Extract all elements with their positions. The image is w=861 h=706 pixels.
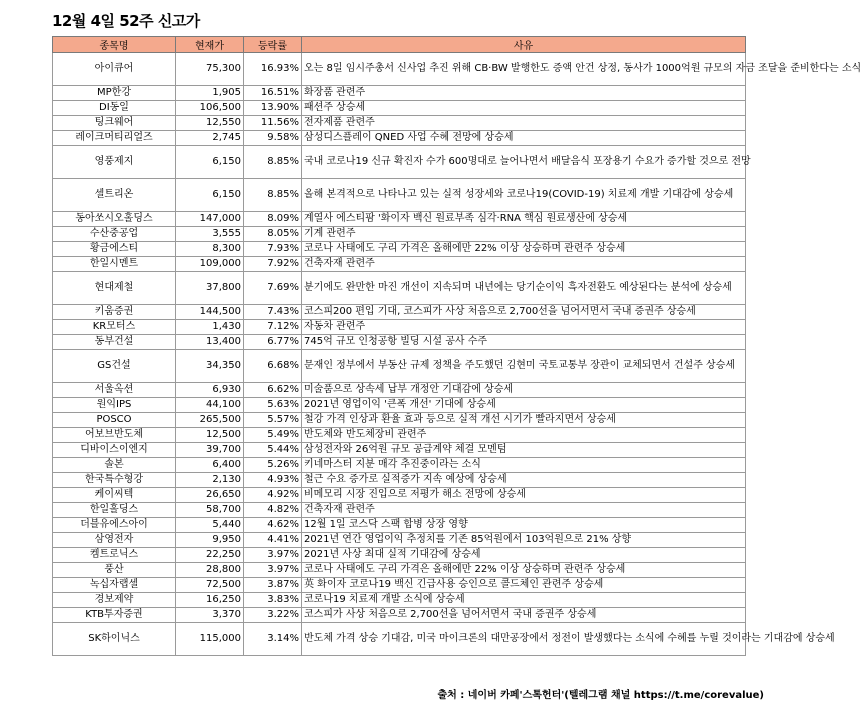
reason-cell: 계열사 에스티팜 '화이자 백신 원료부족 심각·RNA 핵심 원료생산에 상승세	[302, 212, 746, 227]
stock-name-cell: DI동일	[53, 101, 176, 116]
price-cell: 6,400	[176, 458, 244, 473]
table-body	[53, 53, 861, 656]
stock-name-cell: KTB투자증권	[53, 608, 176, 623]
stock-name-cell: 녹십자랩셀	[53, 578, 176, 593]
price-cell: 3,555	[176, 227, 244, 242]
change-rate-cell: 11.56%	[244, 116, 302, 131]
stock-name-cell: 서울옥션	[53, 383, 176, 398]
stock-name-cell: 현대제철	[53, 272, 176, 305]
table-row	[53, 335, 746, 350]
reason-cell: 패션주 상승세	[302, 101, 746, 116]
stock-name-cell: 원익IPS	[53, 398, 176, 413]
change-rate-cell: 4.82%	[244, 503, 302, 518]
table-row	[53, 227, 746, 242]
stock-name-cell: 영풍제지	[53, 146, 176, 179]
change-rate-cell: 4.62%	[244, 518, 302, 533]
header-change-rate: 등락률	[244, 37, 302, 53]
table-row	[53, 383, 746, 398]
price-cell: 115,000	[176, 623, 244, 656]
table-row	[53, 503, 746, 518]
table-row	[53, 563, 746, 578]
reason-cell: 자동차 관련주	[302, 320, 746, 335]
reason-cell: 화장품 관련주	[302, 86, 746, 101]
reason-cell: 국내 코로나19 신규 확진자 수가 600명대로 늘어나면서 배달음식 포장용기 수요가 증가할 것으로 전망	[302, 146, 746, 179]
change-rate-cell: 7.43%	[244, 305, 302, 320]
stock-name-cell: POSCO	[53, 413, 176, 428]
reason-cell: 키네마스터 지분 매각 추진중이라는 소식	[302, 458, 746, 473]
change-rate-cell: 4.93%	[244, 473, 302, 488]
table-header-row	[53, 37, 746, 53]
source-note: 출처 : 네이버 카페'스톡헌터'(텔레그램 채널 https://t.me/corevalue)	[437, 690, 764, 701]
stock-name-cell: 더블유에스아이	[53, 518, 176, 533]
reason-cell: 삼성전자와 26억원 규모 공급계약 체결 모멘텀	[302, 443, 746, 458]
table-row	[53, 623, 746, 656]
header-stock-name: 종목명	[53, 37, 176, 53]
reason-cell: 반도체와 반도체장비 관련주	[302, 428, 746, 443]
header-price: 현재가	[176, 37, 244, 53]
reason-cell: 英 화이자 코로나19 백신 긴급사용 승인으로 콜드체인 관련주 상승세	[302, 578, 746, 593]
change-rate-cell: 4.41%	[244, 533, 302, 548]
change-rate-cell: 3.22%	[244, 608, 302, 623]
stock-name-cell: 삼영전자	[53, 533, 176, 548]
table-row	[53, 131, 746, 146]
price-cell: 12,550	[176, 116, 244, 131]
table-row	[53, 53, 746, 86]
change-rate-cell: 5.63%	[244, 398, 302, 413]
price-cell: 75,300	[176, 53, 244, 86]
change-rate-cell: 3.87%	[244, 578, 302, 593]
table-row	[53, 350, 746, 383]
price-cell: 6,150	[176, 179, 244, 212]
reason-cell: 철강 가격 인상과 환율 효과 등으로 실적 개선 시기가 빨라지면서 상승세	[302, 413, 746, 428]
table-row	[53, 533, 746, 548]
table-row	[53, 518, 746, 533]
stock-name-cell: MP한강	[53, 86, 176, 101]
stock-name-cell: 팅크웨어	[53, 116, 176, 131]
table-row	[53, 305, 746, 320]
price-cell: 58,700	[176, 503, 244, 518]
change-rate-cell: 7.12%	[244, 320, 302, 335]
table-row	[53, 428, 746, 443]
change-rate-cell: 6.77%	[244, 335, 302, 350]
stock-name-cell: 풍산	[53, 563, 176, 578]
table-row	[53, 443, 746, 458]
change-rate-cell: 5.44%	[244, 443, 302, 458]
table-row	[53, 548, 746, 563]
price-cell: 28,800	[176, 563, 244, 578]
price-cell: 5,440	[176, 518, 244, 533]
table-row	[53, 116, 746, 131]
reason-cell: 코로나19 치료제 개발 소식에 상승세	[302, 593, 746, 608]
change-rate-cell: 8.05%	[244, 227, 302, 242]
change-rate-cell: 5.49%	[244, 428, 302, 443]
page-title: 12월 4일 52주 신고가	[52, 12, 200, 30]
table-row	[53, 578, 746, 593]
table-row	[53, 101, 746, 116]
change-rate-cell: 8.09%	[244, 212, 302, 227]
reason-cell: 분기에도 완만한 마진 개선이 지속되며 내년에는 당기순이익 흑자전환도 예상된다는 분석에 상승세	[302, 272, 746, 305]
stock-name-cell: 한국특수형강	[53, 473, 176, 488]
change-rate-cell: 16.93%	[244, 53, 302, 86]
stock-name-cell: 한일홀딩스	[53, 503, 176, 518]
reason-cell: 12월 1일 코스닥 스팩 합병 상장 영향	[302, 518, 746, 533]
stock-name-cell: 키움증권	[53, 305, 176, 320]
reason-cell: 올해 본격적으로 나타나고 있는 실적 성장세와 코로나19(COVID-19) 치료제 개발 기대감에 상승세	[302, 179, 746, 212]
change-rate-cell: 13.90%	[244, 101, 302, 116]
price-cell: 12,500	[176, 428, 244, 443]
change-rate-cell: 7.69%	[244, 272, 302, 305]
stock-name-cell: GS건설	[53, 350, 176, 383]
reason-cell: 삼성디스플레이 QNED 사업 수혜 전망에 상승세	[302, 131, 746, 146]
change-rate-cell: 3.14%	[244, 623, 302, 656]
table-row	[53, 257, 746, 272]
price-cell: 144,500	[176, 305, 244, 320]
reason-cell: 전자제품 관련주	[302, 116, 746, 131]
table-row	[53, 413, 746, 428]
table-row	[53, 608, 746, 623]
price-cell: 2,745	[176, 131, 244, 146]
change-rate-cell: 9.58%	[244, 131, 302, 146]
change-rate-cell: 3.83%	[244, 593, 302, 608]
change-rate-cell: 4.92%	[244, 488, 302, 503]
reason-cell: 오는 8일 임시주총서 신사업 추진 위해 CB·BW 발행한도 증액 안건 상정, 동사가 1000억원 규모의 자금 조달을 준비한다는 소식	[302, 53, 746, 86]
price-cell: 37,800	[176, 272, 244, 305]
table-row	[53, 398, 746, 413]
table-row	[53, 272, 746, 305]
stock-name-cell: 켐트로닉스	[53, 548, 176, 563]
price-cell: 9,950	[176, 533, 244, 548]
change-rate-cell: 7.92%	[244, 257, 302, 272]
stock-name-cell: 케이씨텍	[53, 488, 176, 503]
reason-cell: 기계 관련주	[302, 227, 746, 242]
reason-cell: 미술품으로 상속세 납부 개정안 기대감에 상승세	[302, 383, 746, 398]
table-row	[53, 212, 746, 227]
stock-name-cell: 솔본	[53, 458, 176, 473]
table-row	[53, 458, 746, 473]
stock-table	[52, 36, 861, 656]
price-cell: 2,130	[176, 473, 244, 488]
change-rate-cell: 5.57%	[244, 413, 302, 428]
reason-cell: 2021년 사상 최대 실적 기대감에 상승세	[302, 548, 746, 563]
price-cell: 34,350	[176, 350, 244, 383]
price-cell: 3,370	[176, 608, 244, 623]
price-cell: 26,650	[176, 488, 244, 503]
price-cell: 6,930	[176, 383, 244, 398]
stock-name-cell: KR모터스	[53, 320, 176, 335]
stock-name-cell: 경보제약	[53, 593, 176, 608]
price-cell: 147,000	[176, 212, 244, 227]
price-cell: 106,500	[176, 101, 244, 116]
price-cell: 39,700	[176, 443, 244, 458]
change-rate-cell: 8.85%	[244, 146, 302, 179]
price-cell: 6,150	[176, 146, 244, 179]
change-rate-cell: 16.51%	[244, 86, 302, 101]
price-cell: 16,250	[176, 593, 244, 608]
table-row	[53, 320, 746, 335]
stock-name-cell: 동부건설	[53, 335, 176, 350]
price-cell: 44,100	[176, 398, 244, 413]
reason-cell: 비메모리 시장 진입으로 저평가 해소 전망에 상승세	[302, 488, 746, 503]
price-cell: 22,250	[176, 548, 244, 563]
stock-name-cell: 황금에스티	[53, 242, 176, 257]
change-rate-cell: 8.85%	[244, 179, 302, 212]
price-cell: 265,500	[176, 413, 244, 428]
reason-cell: 문재인 정부에서 부동산 규제 정책을 주도했던 김현미 국토교통부 장관이 교체되면서 건설주 상승세	[302, 350, 746, 383]
stock-name-cell: 동아쏘시오홀딩스	[53, 212, 176, 227]
table-row	[53, 473, 746, 488]
header-reason: 사유	[302, 37, 746, 53]
reason-cell: 건축자재 관련주	[302, 257, 746, 272]
stock-name-cell: 수산중공업	[53, 227, 176, 242]
reason-cell: 건축자재 관련주	[302, 503, 746, 518]
change-rate-cell: 5.26%	[244, 458, 302, 473]
price-cell: 72,500	[176, 578, 244, 593]
reason-cell: 745억 규모 인청공항 빌딩 시설 공사 수주	[302, 335, 746, 350]
price-cell: 1,905	[176, 86, 244, 101]
reason-cell: 코스피가 사상 처음으로 2,700선을 넘어서면서 국내 증권주 상승세	[302, 608, 746, 623]
stock-name-cell: SK하이닉스	[53, 623, 176, 656]
reason-cell: 철근 수요 증가로 실적증가 지속 예상에 상승세	[302, 473, 746, 488]
table-row	[53, 242, 746, 257]
stock-name-cell: 셀트리온	[53, 179, 176, 212]
price-cell: 13,400	[176, 335, 244, 350]
change-rate-cell: 6.68%	[244, 350, 302, 383]
stock-name-cell: 디바이스이엔지	[53, 443, 176, 458]
price-cell: 1,430	[176, 320, 244, 335]
change-rate-cell: 7.93%	[244, 242, 302, 257]
stock-name-cell: 한일시멘트	[53, 257, 176, 272]
reason-cell: 2021년 연간 영업이익 추정치를 기존 85억원에서 103억원으로 21% 상향	[302, 533, 746, 548]
reason-cell: 코스피200 편입 기대, 코스피가 사상 처음으로 2,700선을 넘어서면서 국내 증권주 상승세	[302, 305, 746, 320]
table-row	[53, 488, 746, 503]
stock-name-cell: 어보브반도체	[53, 428, 176, 443]
reason-cell: 반도체 가격 상승 기대감, 미국 마이크론의 대만공장에서 정전이 발생했다는 소식에 수혜를 누릴 것이라는 기대감에 상승세	[302, 623, 746, 656]
price-cell: 109,000	[176, 257, 244, 272]
change-rate-cell: 6.62%	[244, 383, 302, 398]
stock-name-cell: 아이큐어	[53, 53, 176, 86]
table-row	[53, 86, 746, 101]
change-rate-cell: 3.97%	[244, 563, 302, 578]
reason-cell: 코로나 사태에도 구리 가격은 올해에만 22% 이상 상승하며 관련주 상승세	[302, 563, 746, 578]
price-cell: 8,300	[176, 242, 244, 257]
table-row	[53, 146, 746, 179]
change-rate-cell: 3.97%	[244, 548, 302, 563]
table-row	[53, 593, 746, 608]
reason-cell: 2021년 영업이익 '큰폭 개선' 기대에 상승세	[302, 398, 746, 413]
stock-name-cell: 레이크머티리얼즈	[53, 131, 176, 146]
reason-cell: 코로나 사태에도 구리 가격은 올해에만 22% 이상 상승하며 관련주 상승세	[302, 242, 746, 257]
table-row	[53, 179, 746, 212]
